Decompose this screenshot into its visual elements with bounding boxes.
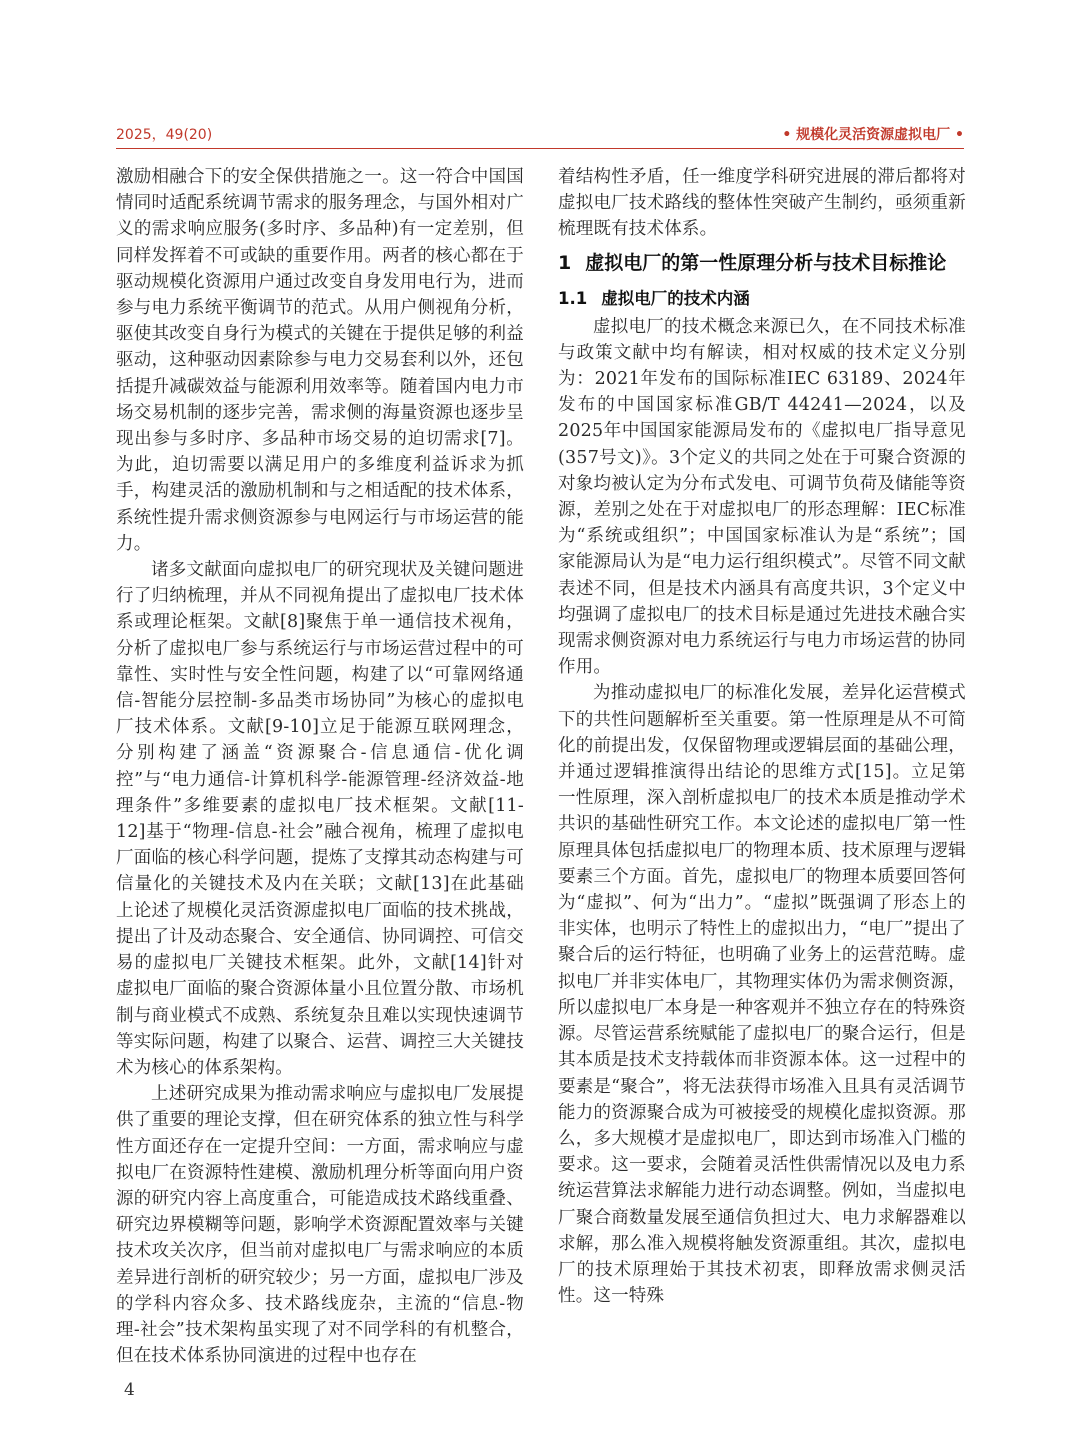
subsection-heading bbox=[558, 286, 966, 312]
running-header bbox=[116, 124, 964, 149]
left-column bbox=[116, 164, 524, 1369]
body-paragraph: 着结构性矛盾，任一维度学科研究进展的滞后都将对虚拟电厂技术路线的整体性突破产生制约，亟须重新梳理既有技术体系。 bbox=[558, 167, 966, 240]
right-column bbox=[558, 164, 966, 1309]
journal-section-title: • 规模化灵活资源虚拟电厂 • bbox=[782, 127, 964, 143]
section-title: 虚拟电厂的第一性原理分析与技术目标推论 bbox=[585, 251, 947, 274]
section-number: 1 bbox=[558, 251, 572, 274]
subsection-number: 1.1 bbox=[558, 288, 588, 308]
section-heading bbox=[558, 249, 966, 278]
body-paragraph: 为推动虚拟电厂的标准化发展，差异化运营模式下的共性问题解析至关重要。第一性原理是从不可简化的前提出发，仅保留物理或逻辑层面的基础公理，并通过逻辑推演得出结论的思维方式[15]。立足第一性原理，深入剖析虚拟电厂的技术本质是推动学术共识的基础性研究工作。本文论述的虚拟电厂第一性原理具体包括虚拟电厂的物理本质、技术原理与逻辑要素三个方面。首先，虚拟电厂的物理本质要回答何为“虚拟”、何为“出力”。“虚拟”既强调了形态上的非实体，也明示了特性上的虚拟出力，“电厂”提出了聚合后的运行特征，也明确了业务上的运营范畴。虚拟电厂并非实体电厂，其物理实体仍为需求侧资源，所以虚拟电厂本身是一种客观并不独立存在的特殊资源。尽管运营系统赋能了虚拟电厂的聚合运行，但是其本质是技术支持载体而非资源本体。这一过程中的要素是“聚合”，将无法获得市场准入且具有灵活调节能力的资源聚合成为可被接受的规模化虚拟资源。那么，多大规模才是虚拟电厂，即达到市场准入门槛的要求。这一要求，会随着灵活性供需情况以及电力系统运营算法求解能力进行动态调整。例如，当虚拟电厂聚合商数量发展至通信负担过大、电力求解器难以求解，那么准入规模将触发资源重组。其次，虚拟电厂的技术原理始于其技术初衷，即释放需求侧灵活性。这一特殊 bbox=[558, 683, 966, 1307]
journal-volume-issue: 2025，49(20) bbox=[116, 127, 213, 143]
body-paragraph: 诸多文献面向虚拟电厂的研究现状及关键问题进行了归纳梳理，并从不同视角提出了虚拟电厂技术体系或理论框架。文献[8]聚焦于单一通信技术视角，分析了虚拟电厂参与系统运行与市场运营过程中的可靠性、实时性与安全性问题，构建了以“可靠网络通信-智能分层控制-多品类市场协同”为核心的虚拟电厂技术体系。文献[9-10]立足于能源互联网理念，分别构建了涵盖“资源聚合-信息通信-优化调控”与“电力通信-计算机科学-能源管理-经济效益-地理条件”多维要素的虚拟电厂技术框架。文献[11-12]基于“物理-信息-社会”融合视角，梳理了虚拟电厂面临的核心科学问题，提炼了支撑其动态构建与可信量化的关键技术及内在关联；文献[13]在此基础上论述了规模化灵活资源虚拟电厂面临的技术挑战，提出了计及动态聚合、安全通信、协同调控、可信交易的虚拟电厂关键技术框架。此外，文献[14]针对虚拟电厂面临的聚合资源体量小且位置分散、市场机制与商业模式不成熟、系统复杂且难以实现快速调节等实际问题，构建了以聚合、运营、调控三大关键技术为核心的体系架构。 bbox=[116, 560, 524, 1078]
body-paragraph: 虚拟电厂的技术概念来源已久，在不同技术标准与政策文献中均有解读，相对权威的技术定义分别为：2021年发布的国际标准IEC 63189、2024年发布的中国国家标准GB/T 44241—2024，以及2025年中国国家能源局发布的《虚拟电厂指导意见(357号文)》。3个定义的共同之处在于可聚合资源的对象均被认定为分布式发电、可调节负荷及储能等资源，差别之处在于对虚拟电厂的形态理解：IEC标准为“系统或组织”；中国国家标准认为是“系统”；国家能源局认为是“电力运行组织模式”。尽管不同文献表述不同，但是技术内涵具有高度共识，3个定义中均强调了虚拟电厂的技术目标是通过先进技术融合实现需求侧资源对电力系统运行与电力市场运营的协同作用。 bbox=[558, 316, 966, 678]
body-paragraph: 激励相融合下的安全保供措施之一。这一符合中国国情同时适配系统调节需求的服务理念，与国外相对广义的需求响应服务(多时序、多品种)有一定差别，但同样发挥着不可或缺的重要作用。两者的核心都在于驱动规模化资源用户通过改变自身发用电行为，进而参与电力系统平衡调节的范式。从用户侧视角分析，驱使其改变自身行为模式的关键在于提供足够的利益驱动，这种驱动因素除参与电力交易套利以外，还包括提升减碳效益与能源利用效率等。随着国内电力市场交易机制的逐步完善，需求侧的海量资源也逐步呈现出参与多时序、多品种市场交易的迫切需求[7]。为此，迫切需要以满足用户的多维度利益诉求为抓手，构建灵活的激励机制和与之相适配的技术体系，系统性提升需求侧资源参与电网运行与市场运营的能力。 bbox=[116, 167, 524, 554]
body-paragraph: 上述研究成果为推动需求响应与虚拟电厂发展提供了重要的理论支撑，但在研究体系的独立性与科学性方面还存在一定提升空间：一方面，需求响应与虚拟电厂在资源特性建模、激励机理分析等面向用户资源的研究内容上高度重合，可能造成技术路线重叠、研究边界模糊等问题，影响学术资源配置效率与关键技术攻关次序，但当前对虚拟电厂与需求响应的本质差异进行剖析的研究较少；另一方面，虚拟电厂涉及的学科内容众多、技术路线庞杂，主流的“信息-物理-社会”技术架构虽实现了对不同学科的有机整合，但在技术体系协同演进的过程中也存在 bbox=[116, 1084, 524, 1367]
subsection-title: 虚拟电厂的技术内涵 bbox=[601, 288, 750, 308]
page-number: 4 bbox=[124, 1380, 135, 1400]
